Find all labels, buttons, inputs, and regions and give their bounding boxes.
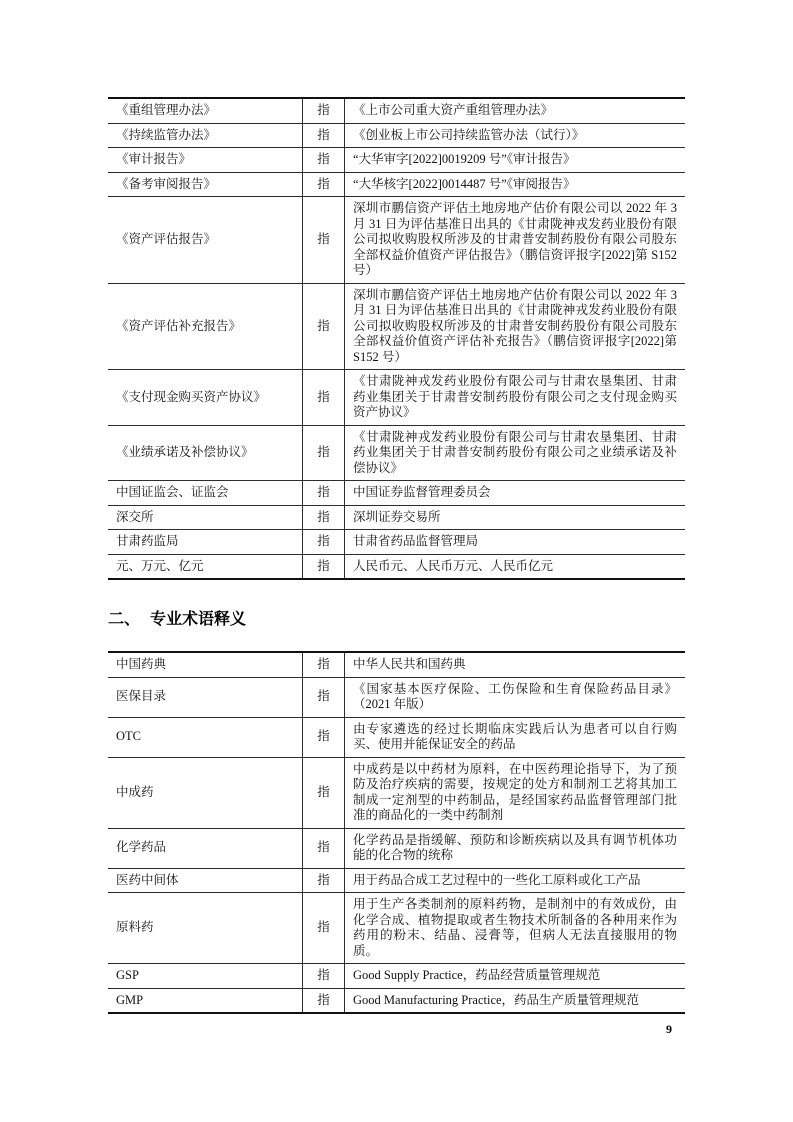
definition-cell: 甘肃省药品监督管理局 bbox=[345, 530, 686, 555]
indicator-cell: 指 bbox=[303, 530, 345, 555]
definition-cell: 《上市公司重大资产重组管理办法》 bbox=[353, 103, 554, 117]
definition-cell: “大华核字[2022]0014487 号”《审阅报告》 bbox=[345, 172, 686, 197]
indicator-cell: 指 bbox=[303, 98, 345, 123]
definition-cell: 《创业板上市公司持续监管办法（试行）》 bbox=[345, 123, 686, 148]
indicator-cell: 指 bbox=[303, 868, 345, 893]
table-row bbox=[108, 893, 685, 964]
term-cell: 原料药 bbox=[108, 893, 303, 964]
definition-cell: “大华审字[2022]0019209 号”《审计报告》 bbox=[345, 148, 686, 173]
term-cell: OTC bbox=[108, 717, 303, 757]
indicator-cell: 指 bbox=[303, 370, 345, 426]
definition-cell: 化学药品是指缓解、预防和诊断疾病以及具有调节机体功能的化合物的统称 bbox=[345, 828, 686, 868]
table-row bbox=[108, 123, 685, 148]
table-row bbox=[108, 652, 685, 677]
definitions-table-terms bbox=[108, 651, 685, 1014]
definitions-table-terms-body bbox=[108, 652, 685, 1013]
term-cell: GSP bbox=[108, 964, 303, 989]
definition-cell: 中成药是以中药材为原料，在中医药理论指导下，为了预防及治疗疾病的需要，按规定的处方和制剂工艺将其加工制成一定剂型的中药制品，是经国家药品监督管理部门批准的商品化的一类中药制剂 bbox=[345, 757, 686, 828]
term-cell: 医药中间体 bbox=[108, 868, 303, 893]
table-row bbox=[108, 505, 685, 530]
indicator-cell: 指 bbox=[303, 677, 345, 717]
definition-cell: 《甘肃陇神戎发药业股份有限公司与甘肃农垦集团、甘肃药业集团关于甘肃普安制药股份有限公司之支付现金购买资产协议》 bbox=[345, 370, 686, 426]
table-row bbox=[108, 554, 685, 579]
definition-cell: Good Supply Practice，药品经营质量管理规范 bbox=[345, 964, 686, 989]
term-cell: 甘肃药监局 bbox=[108, 530, 303, 555]
page-content bbox=[108, 97, 683, 1014]
term-cell: 化学药品 bbox=[108, 828, 303, 868]
table-row bbox=[108, 197, 685, 284]
indicator-cell: 指 bbox=[303, 172, 345, 197]
definition-cell: Good Manufacturing Practice，药品生产质量管理规范 bbox=[345, 988, 686, 1013]
definitions-table-general-body bbox=[108, 98, 685, 579]
table-row bbox=[108, 868, 685, 893]
term-cell: 《资产评估报告》 bbox=[108, 197, 303, 284]
table-row bbox=[108, 370, 685, 426]
table-row bbox=[108, 717, 685, 757]
definition-cell: 《国家基本医疗保险、工伤保险和生育保险药品目录》（2021 年版） bbox=[345, 677, 686, 717]
indicator-cell: 指 bbox=[303, 652, 345, 677]
indicator-cell: 指 bbox=[303, 964, 345, 989]
term-cell: 《备考审阅报告》 bbox=[108, 172, 303, 197]
definition-cell: 由专家遴选的经过长期临床实践后认为患者可以自行购买、使用并能保证安全的药品 bbox=[345, 717, 686, 757]
table-row bbox=[108, 530, 685, 555]
indicator-cell: 指 bbox=[303, 123, 345, 148]
term-cell: 中成药 bbox=[108, 757, 303, 828]
indicator-cell: 指 bbox=[303, 554, 345, 579]
table-row bbox=[108, 425, 685, 481]
term-cell: 《审计报告》 bbox=[108, 148, 303, 173]
table-row bbox=[108, 148, 685, 173]
section-heading bbox=[108, 610, 683, 630]
term-cell: 《支付现金购买资产协议》 bbox=[108, 370, 303, 426]
definition-cell: 中国证券监督管理委员会 bbox=[345, 481, 686, 506]
table-row bbox=[108, 988, 685, 1013]
definition-cell: 深圳市鹏信资产评估土地房地产估价有限公司以 2022 年 3 月 31 日为评估基准日出具的《甘肃陇神戎发药业股份有限公司拟收购股权所涉及的甘肃普安制药股份有限公司股东全部权益价值资产评估补充报告》（鹏信资评报字[2022]第 S152 号） bbox=[345, 283, 686, 370]
indicator-cell: 指 bbox=[303, 988, 345, 1013]
table-row bbox=[108, 677, 685, 717]
term-cell: 深交所 bbox=[108, 505, 303, 530]
term-cell: GMP bbox=[108, 988, 303, 1013]
table-row bbox=[108, 481, 685, 506]
definition-cell: 用于药品合成工艺过程中的一些化工原料或化工产品 bbox=[345, 868, 686, 893]
term-cell: 《业绩承诺及补偿协议》 bbox=[108, 425, 303, 481]
table-row bbox=[108, 98, 685, 123]
definition-cell: 中华人民共和国药典 bbox=[353, 657, 466, 671]
table-row bbox=[108, 828, 685, 868]
indicator-cell: 指 bbox=[303, 893, 345, 964]
table-row bbox=[108, 283, 685, 370]
table-row bbox=[108, 172, 685, 197]
term-cell: 元、万元、亿元 bbox=[108, 554, 303, 579]
indicator-cell: 指 bbox=[303, 148, 345, 173]
indicator-cell: 指 bbox=[303, 505, 345, 530]
section-title: 专业术语释义 bbox=[150, 611, 247, 628]
definition-cell: 深圳证券交易所 bbox=[345, 505, 686, 530]
table-row bbox=[108, 964, 685, 989]
page-number: 9 bbox=[666, 1022, 672, 1036]
table-row bbox=[108, 757, 685, 828]
term-cell: 医保目录 bbox=[108, 677, 303, 717]
indicator-cell: 指 bbox=[303, 425, 345, 481]
definition-cell: 用于生产各类制剂的原料药物，是制剂中的有效成份，由化学合成、植物提取或者生物技术所制备的各种用来作为药用的粉末、结晶、浸膏等，但病人无法直接服用的物质。 bbox=[345, 893, 686, 964]
term-cell: 中国药典 bbox=[108, 652, 303, 677]
definition-cell: 人民币元、人民币万元、人民币亿元 bbox=[345, 554, 686, 579]
indicator-cell: 指 bbox=[303, 828, 345, 868]
section-number: 二、 bbox=[108, 611, 141, 628]
term-cell: 《重组管理办法》 bbox=[108, 98, 303, 123]
term-cell: 《持续监管办法》 bbox=[108, 123, 303, 148]
definition-cell: 深圳市鹏信资产评估土地房地产估价有限公司以 2022 年 3 月 31 日为评估基准日出具的《甘肃陇神戎发药业股份有限公司拟收购股权所涉及的甘肃普安制药股份有限公司股东全部权益价值资产评估报告》（鹏信资评报字[2022]第 S152 号） bbox=[345, 197, 686, 284]
indicator-cell: 指 bbox=[303, 717, 345, 757]
term-cell: 中国证监会、证监会 bbox=[108, 481, 303, 506]
indicator-cell: 指 bbox=[303, 197, 345, 284]
indicator-cell: 指 bbox=[303, 481, 345, 506]
term-cell: 《资产评估补充报告》 bbox=[108, 283, 303, 370]
definition-cell: 《甘肃陇神戎发药业股份有限公司与甘肃农垦集团、甘肃药业集团关于甘肃普安制药股份有限公司之业绩承诺及补偿协议》 bbox=[345, 425, 686, 481]
indicator-cell: 指 bbox=[303, 757, 345, 828]
definitions-table-general bbox=[108, 97, 685, 580]
indicator-cell: 指 bbox=[303, 283, 345, 370]
